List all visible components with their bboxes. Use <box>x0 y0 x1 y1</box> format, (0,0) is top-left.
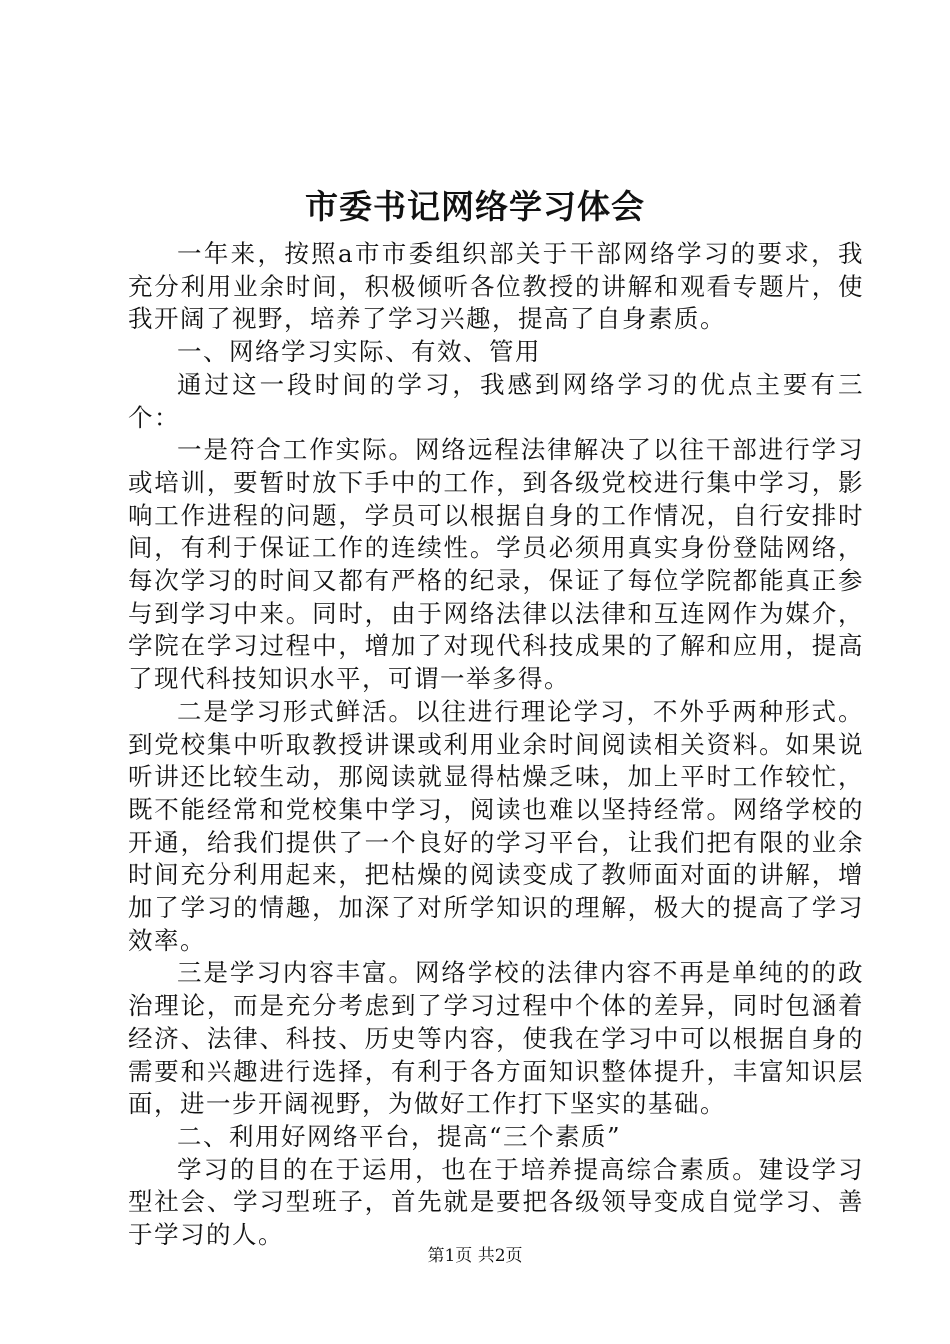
paragraph: 一是符合工作实际。网络远程法律解决了以往干部进行学习或培训，要暂时放下手中的工作，到各级党校进行集中学习，影响工作进程的问题，学员可以根据自身的工作情况，自行安排时间，有利于保证工作的连续性。学员必须用真实身份登陆网络，每次学习的时间又都有严格的纪录，保证了每位学院都能真正参与到学习中来。同时，由于网络法律以法律和互连网作为媒介，学院在学习过程中，增加了对现代科技成果的了解和应用，提高了现代科技知识水平，可谓一举多得。 <box>128 435 864 694</box>
document-body <box>128 238 864 1252</box>
section-heading-2: 二、利用好网络平台，提高“三个素质” <box>177 1121 622 1151</box>
section-heading-1: 一、网络学习实际、有效、管用 <box>177 337 541 367</box>
paragraph: 三是学习内容丰富。网络学校的法律内容不再是单纯的的政治理论，而是充分考虑到了学习过程中个体的差异，同时包涵着经济、法律、科技、历史等内容，使我在学习中可以根据自身的需要和兴趣进行选择，有利于各方面知识整体提升，丰富知识层面，进一步开阔视野，为做好工作打下坚实的基础。 <box>128 958 864 1119</box>
page-number: 第1页 共2页 <box>427 1246 523 1266</box>
paragraph-intro: 一年来，按照a市市委组织部关于干部网络学习的要求，我充分利用业余时间，积极倾听各位教授的讲解和观看专题片，使我开阔了视野，培养了学习兴趣，提高了自身素质。 <box>128 239 864 334</box>
paragraph: 学习的目的在于运用，也在于培养提高综合素质。建设学习型社会、学习型班子，首先就是要把各级领导变成自觉学习、善于学习的人。 <box>128 1154 864 1250</box>
paragraph: 二是学习形式鲜活。以往进行理论学习，不外乎两种形式。到党校集中听取教授讲课或利用业余时间阅读相关资料。如果说听讲还比较生动，那阅读就显得枯燥乏味，加上平时工作较忙，既不能经常和党校集中学习，阅读也难以坚持经常。网络学校的开通，给我们提供了一个良好的学习平台，让我们把有限的业余时间充分利用起来，把枯燥的阅读变成了教师面对面的讲解，增加了学习的情趣，加深了对所学知识的理解，极大的提高了学习效率。 <box>128 696 864 955</box>
document-title: 市委书记网络学习体会 <box>305 187 645 226</box>
paragraph: 通过这一段时间的学习，我感到网络学习的优点主要有三个： <box>128 369 864 432</box>
